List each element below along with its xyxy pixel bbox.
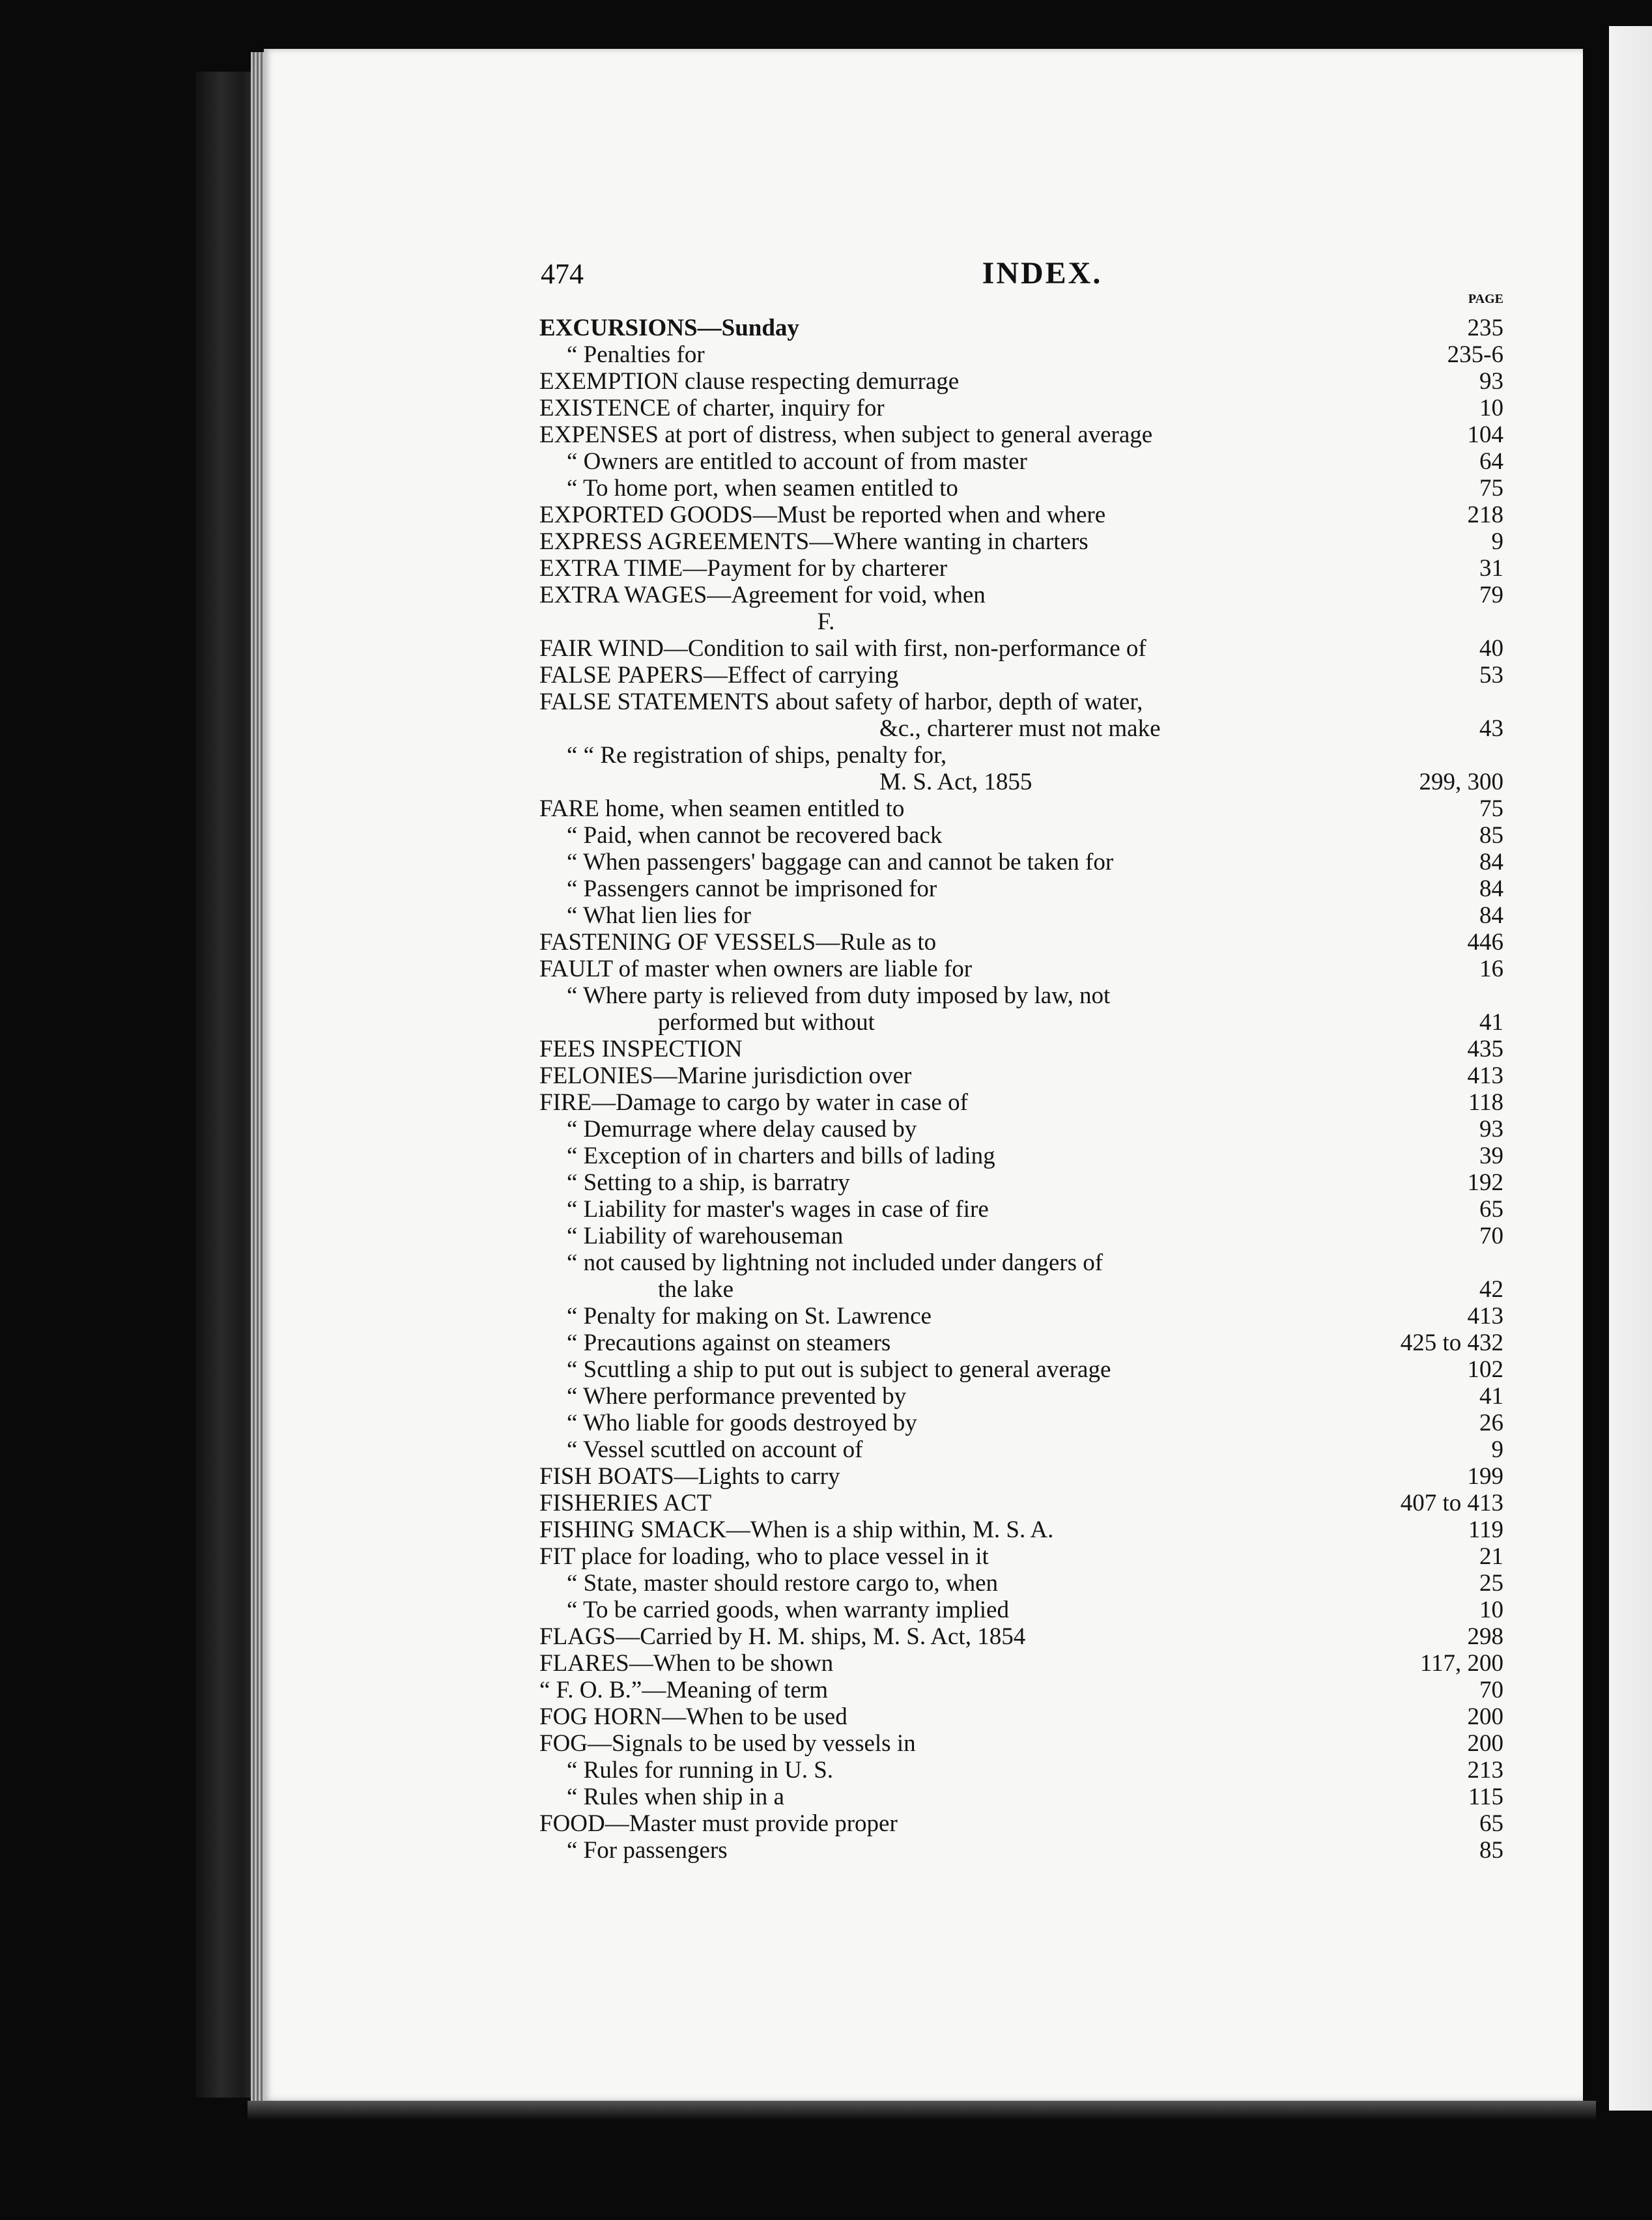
entry-page-ref: 413 [1467, 1303, 1503, 1330]
entry-page-ref: 65 [1479, 1810, 1503, 1837]
entry-text: FALSE STATEMENTS about safety of harbor, depth of water, [539, 689, 1143, 715]
index-entry [0, 875, 1652, 902]
entry-page-ref: 64 [1479, 448, 1503, 475]
index-entry [0, 1516, 1652, 1543]
entry-page-ref: 192 [1467, 1169, 1503, 1196]
entry-page-ref: 299, 300 [1419, 769, 1503, 795]
entry-page-ref: 79 [1479, 582, 1503, 608]
entry-page-ref: 70 [1479, 1223, 1503, 1249]
entry-page-ref: 26 [1479, 1410, 1503, 1436]
entry-text: M. S. Act, 1855 [879, 769, 1032, 795]
entry-page-ref: 93 [1479, 1116, 1503, 1143]
entry-page-ref: 119 [1468, 1516, 1503, 1543]
entry-page-ref: 200 [1467, 1730, 1503, 1757]
index-entry [0, 1356, 1652, 1383]
entry-page-ref: 407 to 413 [1400, 1490, 1503, 1516]
entry-page-ref: 65 [1479, 1196, 1503, 1223]
page-number: 474 [541, 258, 584, 290]
entry-text: FOG—Signals to be used by vessels in [539, 1730, 916, 1757]
index-entry [0, 1436, 1652, 1463]
entry-text: “ Rules when ship in a [567, 1784, 784, 1810]
entry-text: performed but without [658, 1009, 875, 1036]
entry-page-ref: 16 [1479, 956, 1503, 982]
index-entry [0, 1036, 1652, 1062]
entry-page-ref: 40 [1479, 635, 1503, 662]
entry-text: FIRE—Damage to cargo by water in case of [539, 1089, 968, 1116]
entry-page-ref: 117, 200 [1419, 1650, 1503, 1677]
entry-text: FELONIES—Marine jurisdiction over [539, 1062, 912, 1089]
entry-text: &c., charterer must not make [879, 715, 1161, 742]
index-entry [0, 1089, 1652, 1116]
entry-page-ref: 41 [1479, 1383, 1503, 1410]
entry-text: EXISTENCE of charter, inquiry for [539, 395, 885, 421]
index-entry [0, 1330, 1652, 1356]
entry-text: “ Who liable for goods destroyed by [567, 1410, 917, 1436]
entry-text: FARE home, when seamen entitled to [539, 795, 905, 822]
entry-page-ref: 435 [1467, 1036, 1503, 1062]
entry-page-ref: 41 [1479, 1009, 1503, 1036]
index-entry [0, 315, 1652, 341]
index-entry [0, 1650, 1652, 1677]
index-entry [0, 1837, 1652, 1864]
entry-text: EXTRA WAGES—Agreement for void, when [539, 582, 986, 608]
entry-text: FAULT of master when owners are liable for [539, 956, 973, 982]
page-bottom-shadow [248, 2101, 1596, 2120]
index-entry [0, 849, 1652, 875]
index-entry [0, 982, 1652, 1009]
entry-text: “ Exception of in charters and bills of lading [567, 1143, 995, 1169]
index-entry [0, 1597, 1652, 1623]
entry-page-ref: 25 [1479, 1570, 1503, 1597]
entry-page-ref: 85 [1479, 822, 1503, 849]
index-entry [0, 608, 1652, 635]
index-entry [0, 341, 1652, 368]
entry-page-ref: 70 [1479, 1677, 1503, 1703]
entry-page-ref: 10 [1479, 1597, 1503, 1623]
index-entry [0, 822, 1652, 849]
entry-page-ref: 21 [1479, 1543, 1503, 1570]
entry-text: FOG HORN—When to be used [539, 1703, 847, 1730]
index-entry [0, 742, 1652, 769]
entry-text: “ Where performance prevented by [567, 1383, 907, 1410]
entry-text: EXTRA TIME—Payment for by charterer [539, 555, 948, 582]
entry-page-ref: 84 [1479, 902, 1503, 929]
entry-page-ref: 10 [1479, 395, 1503, 421]
entry-text: “ Liability for master's wages in case of fire [567, 1196, 989, 1223]
entry-page-ref: 200 [1467, 1703, 1503, 1730]
entry-text: “ not caused by lightning not included under dangers of [567, 1249, 1104, 1276]
entry-text: FOOD—Master must provide proper [539, 1810, 898, 1837]
entry-text: “ Penalty for making on St. Lawrence [567, 1303, 932, 1330]
index-entry [0, 1249, 1652, 1276]
index-entry [0, 1543, 1652, 1570]
index-entry [0, 1062, 1652, 1089]
entry-text: EXPORTED GOODS—Must be reported when and where [539, 502, 1106, 528]
index-entry [0, 368, 1652, 395]
index-entry [0, 689, 1652, 715]
entry-text: FISHERIES ACT [539, 1490, 712, 1516]
entry-page-ref: 9 [1491, 1436, 1503, 1463]
index-entry [0, 1383, 1652, 1410]
page-title: INDEX. [982, 256, 1103, 291]
index-entry [0, 902, 1652, 929]
index-entry [0, 956, 1652, 982]
entry-text: “ Precautions against on steamers [567, 1330, 891, 1356]
entry-page-ref: 102 [1467, 1356, 1503, 1383]
entry-text: “ Setting to a ship, is barratry [567, 1169, 850, 1196]
entry-page-ref: 104 [1467, 421, 1503, 448]
index-entry [0, 1730, 1652, 1757]
entry-page-ref: 93 [1479, 368, 1503, 395]
entry-text: “ Demurrage where delay caused by [567, 1116, 917, 1143]
entry-text: “ For passengers [567, 1837, 728, 1864]
page-column-label: PAGE [1468, 292, 1503, 306]
entry-text: “ Passengers cannot be imprisoned for [567, 875, 937, 902]
entry-text: “ Owners are entitled to account of from master [567, 448, 1027, 475]
index-entry [0, 1276, 1652, 1303]
index-entry [0, 715, 1652, 742]
entry-text: EXPENSES at port of distress, when subject to general average [539, 421, 1153, 448]
entry-text: “ Where party is relieved from duty imposed by law, not [567, 982, 1111, 1009]
entry-text: EXEMPTION clause respecting demurrage [539, 368, 960, 395]
entry-page-ref: 425 to 432 [1400, 1330, 1503, 1356]
entry-text: FLARES—When to be shown [539, 1650, 834, 1677]
index-entry [0, 1757, 1652, 1784]
entry-text: “ Rules for running in U. S. [567, 1757, 834, 1784]
entry-page-ref: 413 [1467, 1062, 1503, 1089]
index-entry [0, 448, 1652, 475]
index-entry [0, 635, 1652, 662]
entry-text: EXPRESS AGREEMENTS—Where wanting in charters [539, 528, 1089, 555]
index-entry [0, 1677, 1652, 1703]
entry-text: “ To be carried goods, when warranty implied [567, 1597, 1009, 1623]
index-entry [0, 1223, 1652, 1249]
entry-text: FISHING SMACK—When is a ship within, M. S. A. [539, 1516, 1054, 1543]
entry-page-ref: 235-6 [1447, 341, 1503, 368]
index-entry [0, 929, 1652, 956]
entry-page-ref: 235 [1467, 315, 1503, 341]
entry-page-ref: 298 [1467, 1623, 1503, 1650]
index-entry [0, 1570, 1652, 1597]
index-entry [0, 1784, 1652, 1810]
entry-text: FLAGS—Carried by H. M. ships, M. S. Act, 1854 [539, 1623, 1026, 1650]
index-entry [0, 1196, 1652, 1223]
entry-page-ref: 75 [1479, 475, 1503, 502]
entry-text: “ Vessel scuttled on account of [567, 1436, 863, 1463]
index-entry [0, 1703, 1652, 1730]
index-entry [0, 421, 1652, 448]
entry-page-ref: 85 [1479, 1837, 1503, 1864]
entry-text: “ F. O. B.”—Meaning of term [539, 1677, 829, 1703]
index-entry [0, 769, 1652, 795]
index-entry [0, 1009, 1652, 1036]
index-entry [0, 1116, 1652, 1143]
entry-text: “ Paid, when cannot be recovered back [567, 822, 943, 849]
entry-page-ref: 199 [1467, 1463, 1503, 1490]
entry-page-ref: 31 [1479, 555, 1503, 582]
entry-page-ref: 9 [1491, 528, 1503, 555]
entry-text: FISH BOATS—Lights to carry [539, 1463, 840, 1490]
entry-text: FAIR WIND—Condition to sail with first, non-performance of [539, 635, 1146, 662]
entry-text: FASTENING OF VESSELS—Rule as to [539, 929, 937, 956]
entry-text: “ “ Re registration of ships, penalty for, [567, 742, 947, 769]
index-entry [0, 395, 1652, 421]
entry-page-ref: 42 [1479, 1276, 1503, 1303]
index-entry [0, 1303, 1652, 1330]
entry-text: FEES INSPECTION [539, 1036, 743, 1062]
entry-page-ref: 115 [1468, 1784, 1503, 1810]
index-entry [0, 795, 1652, 822]
entry-text: “ Scuttling a ship to put out is subject to general average [567, 1356, 1111, 1383]
entry-text: FALSE PAPERS—Effect of carrying [539, 662, 899, 689]
entry-text: “ Liability of warehouseman [567, 1223, 844, 1249]
entry-text: “ State, master should restore cargo to, when [567, 1570, 999, 1597]
entry-text: FIT place for loading, who to place vessel in it [539, 1543, 989, 1570]
entry-page-ref: 446 [1467, 929, 1503, 956]
index-entry [0, 502, 1652, 528]
entry-page-ref: 75 [1479, 795, 1503, 822]
entry-text: “ When passengers' baggage can and cannot be taken for [567, 849, 1114, 875]
entry-page-ref: 39 [1479, 1143, 1503, 1169]
index-entry [0, 1410, 1652, 1436]
entry-text: EXCURSIONS—Sunday [539, 315, 799, 341]
entry-page-ref: 218 [1467, 502, 1503, 528]
entry-text: the lake [658, 1276, 734, 1303]
index-entry [0, 528, 1652, 555]
index-entry [0, 1143, 1652, 1169]
entry-page-ref: 43 [1479, 715, 1503, 742]
section-letter: F. [817, 608, 835, 635]
index-entry [0, 475, 1652, 502]
index-entry [0, 1623, 1652, 1650]
index-entry [0, 582, 1652, 608]
index-entry [0, 1463, 1652, 1490]
entry-page-ref: 53 [1479, 662, 1503, 689]
entry-text: “ What lien lies for [567, 902, 751, 929]
entry-text: “ Penalties for [567, 341, 705, 368]
entry-page-ref: 84 [1479, 849, 1503, 875]
entry-page-ref: 118 [1468, 1089, 1503, 1116]
entry-page-ref: 84 [1479, 875, 1503, 902]
index-entry [0, 555, 1652, 582]
entry-page-ref: 213 [1467, 1757, 1503, 1784]
index-entry [0, 1490, 1652, 1516]
index-entry [0, 1810, 1652, 1837]
index-entry [0, 1169, 1652, 1196]
entry-text: “ To home port, when seamen entitled to [567, 475, 958, 502]
index-entries [0, 315, 1652, 1864]
index-entry [0, 662, 1652, 689]
